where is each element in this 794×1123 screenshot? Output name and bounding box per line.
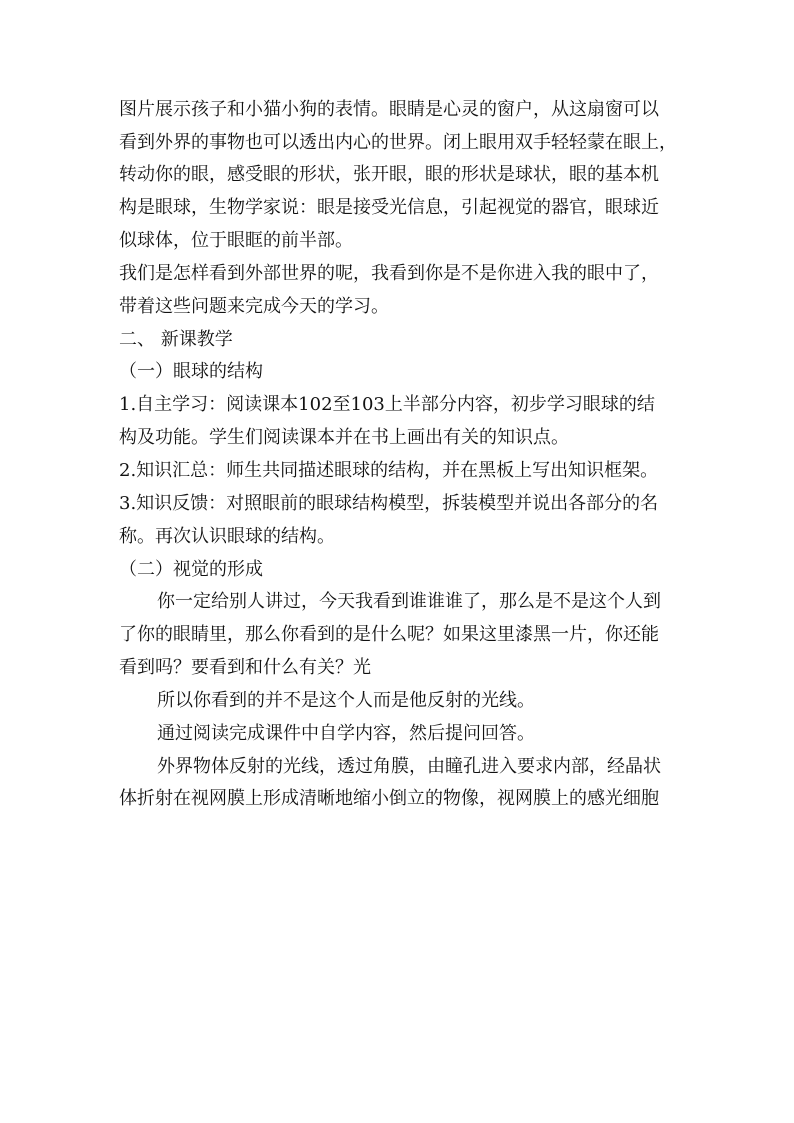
- subsection-heading: （一）眼球的结构: [119, 361, 263, 382]
- text-line: 称。再次认识眼球的结构。: [119, 526, 335, 547]
- text-line: 看到外界的事物也可以透出内心的世界。闭上眼用双手轻轻蒙在眼上，: [119, 132, 677, 153]
- text-line: 转动你的眼，感受眼的形状，张开眼，眼的形状是球状，眼的基本机: [119, 164, 659, 185]
- text-line: 你一定给别人讲过，今天我看到谁谁谁了，那么是不是这个人到: [157, 591, 661, 612]
- text-line: 外界物体反射的光线，透过角膜，由瞳孔进入要求内部，经晶状: [157, 756, 661, 777]
- text-line: 所以你看到的并不是这个人而是他反射的光线。: [157, 690, 535, 711]
- text-line: 通过阅读完成课件中自学内容，然后提问回答。: [157, 723, 535, 744]
- subsection-heading: （二）视觉的形成: [119, 559, 263, 580]
- text-line: 看到吗？要看到和什么有关？光: [119, 657, 371, 678]
- text-line: 2.知识汇总：师生共同描述眼球的结构，并在黑板上写出知识框架。: [119, 460, 659, 481]
- text-line: 构是眼球，生物学家说：眼是接受光信息，引起视觉的器官，眼球近: [119, 197, 659, 218]
- text-line: 3.知识反馈：对照眼前的眼球结构模型，拆装模型并说出各部分的名: [119, 493, 659, 514]
- text-line: 带着这些问题来完成今天的学习。: [119, 296, 389, 317]
- text-line: 1.自主学习：阅读课本102至103上半部分内容，初步学习眼球的结: [119, 394, 655, 415]
- text-line: 构及功能。学生们阅读课本并在书上画出有关的知识点。: [119, 427, 569, 448]
- text-line: 了你的眼睛里，那么你看到的是什么呢？如果这里漆黑一片，你还能: [119, 624, 659, 645]
- text-line: 我们是怎样看到外部世界的呢，我看到你是不是你进入我的眼中了，: [119, 263, 659, 284]
- text-line: 体折射在视网膜上形成清晰地缩小倒立的物像，视网膜上的感光细胞: [119, 788, 659, 809]
- text-line: 似球体，位于眼眶的前半部。: [119, 230, 353, 251]
- text-line: 图片展示孩子和小猫小狗的表情。眼睛是心灵的窗户，从这扇窗可以: [119, 99, 659, 120]
- section-heading: 二、 新课教学: [119, 329, 233, 350]
